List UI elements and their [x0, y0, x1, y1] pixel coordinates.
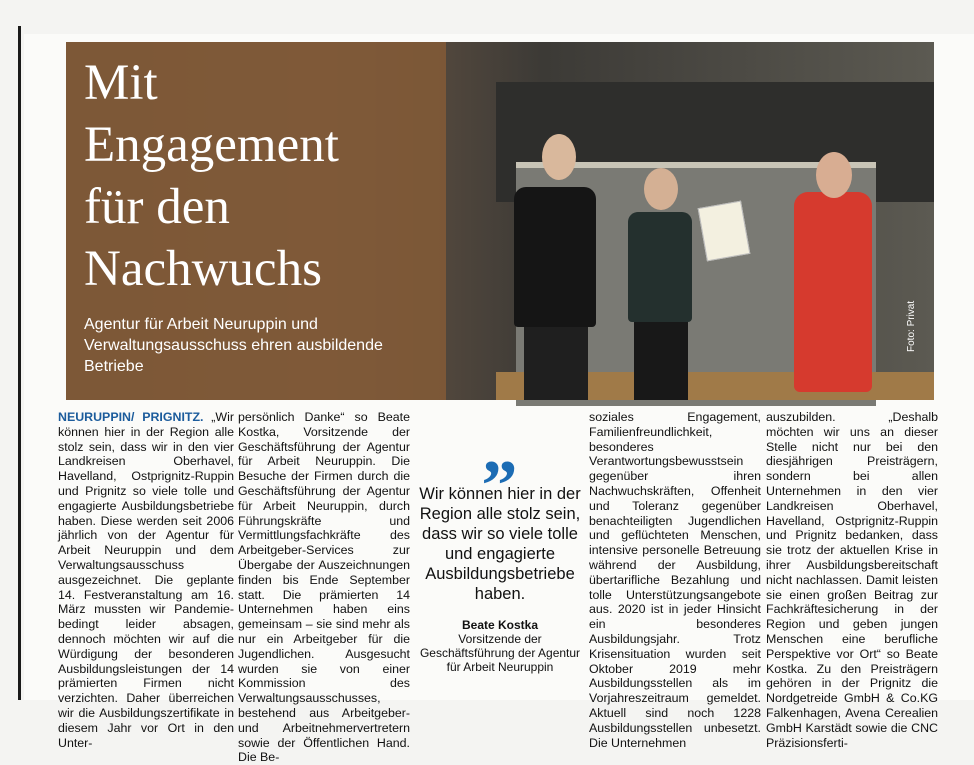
person-woman-red-dress-head: [816, 152, 852, 198]
article-headline: Mit Engagement für den Nachwuchs: [84, 55, 339, 297]
quote-mark-icon: „: [482, 408, 518, 488]
pullquote: [414, 410, 586, 700]
article-column-2: persönlich Danke“ so Beate Kostka, Vorsitzende der Geschäftsführung der Agentur für Arbeit Neuruppin. Die Besuche der Firmen durch die Geschäftsführung der Agentur für Arbeit Neuruppin, durch Führungskräfte und Vermittlungsfachkräfte des Arbeitgeber-Services zur Übergabe der Auszeichnungen finden bis Ende September statt. Die prämierten 14 Unternehmen haben eins gemeinsam – sie sind mehr als nur ein Arbeitgeber für die Jugendlichen. Ausgesucht wurden sie von einer Kommission des Verwaltungsausschusses, bestehend aus Arbeitgeber- und Arbeitnehmervertretern sowie der Öffentlichen Hand. Die Be-: [238, 410, 410, 765]
pullquote-role: Vorsitzende der Geschäftsführung der Agentur für Arbeit Neuruppin: [419, 632, 581, 674]
person-woman-red-dress: [794, 192, 872, 392]
person-young-man-legs: [524, 322, 588, 400]
person-woman-legs: [634, 320, 688, 400]
certificate: [698, 201, 751, 262]
article-column-5: auszubilden. „Deshalb möchten wir uns an dieser Stelle nicht nur bei den diesjährigen Preisträgern, sondern bei allen Unternehmen in den vier Landkreisen Oberhavel, Havelland, Ostprignitz-Ruppin und Prignitz bedanken, dass sie trotz der aktuellen Krise in ihrer Ausbildungsbereitschaft nicht nachlassen. Damit leisten sie einen großen Beitrag zur Fachkräftesicherung in der Region und geben jungen Menschen eine berufliche Perspektive vor Ort“ so Beate Kostka. Zu den Preisträgern gehören in der Prignitz die Nordgetreide GmbH & Co.KG Falkenhagen, Avena Cerealien GmbH Karstädt sowie die CNC Präzisionsferti-: [766, 410, 938, 750]
pullquote-author: Beate Kostka: [461, 618, 539, 632]
pullquote-text: Wir können hier in der Region alle stolz sein, dass wir so viele tolle und engagierte Ausbildungsbetriebe haben.: [419, 485, 581, 603]
photo-credit: Foto: Privat: [906, 300, 917, 352]
dateline: NEURUPPIN/ PRIGNITZ.: [58, 410, 204, 424]
page-binding-edge: [18, 26, 21, 700]
person-woman-dark-top: [628, 212, 692, 322]
article-column-4: soziales Engagement, Familienfreundlichkeit, besonderes Verantwortungsbewusstsein gegenüber ihren Nachwuchskräften, Offenheit und Toleranz gegenüber benachteiligten Jugendlichen und geflüchteten Menschen, intensive personelle Betreuung während der Ausbildung, übertarifliche Bezahlung und tolle Unterstützungsangebote aus. 2020 ist in jeder Hinsicht ein besonderes Ausbildungsjahr. Trotz Krisensituation wurden seit Oktober 2019 mehr Ausbildungsstellen als im Vorjahreszeitraum gemeldet. Aktuell sind noch 1228 Ausbildungsstellen unbesetzt. Die Unternehmen: [589, 410, 761, 750]
person-young-man: [514, 187, 596, 327]
article-subheadline: Agentur für Arbeit Neuruppin und Verwaltungsausschuss ehren ausbildende Betriebe: [84, 316, 383, 375]
column-1-text: „Wir können hier in der Region alle stolz sein, dass wir in den vier Landkreisen Oberhavel, Havelland, Ostprignitz-Ruppin und Prignitz so viele tolle und engagierte Ausbildungsbetriebe haben. Diese werden seit 2006 jährlich von der Agentur für Arbeit Neuruppin und dem Verwaltungsausschuss ausgezeichnet. Die geplante 14. Festveranstaltung am 16. März mussten wir Pandemie-bedingt leider absagen, dennoch möchten wir auf die Würdigung der besonderen Ausbildungsleistungen der 14 prämierten Firmen nicht verzichten. Daher überreichen wir die Ausbildungszertifikate in diesem Jahr vor Ort in den Unter-: [58, 410, 234, 750]
person-woman-head: [644, 168, 678, 210]
article-column-1: [58, 410, 234, 750]
person-young-man-head: [542, 134, 576, 180]
